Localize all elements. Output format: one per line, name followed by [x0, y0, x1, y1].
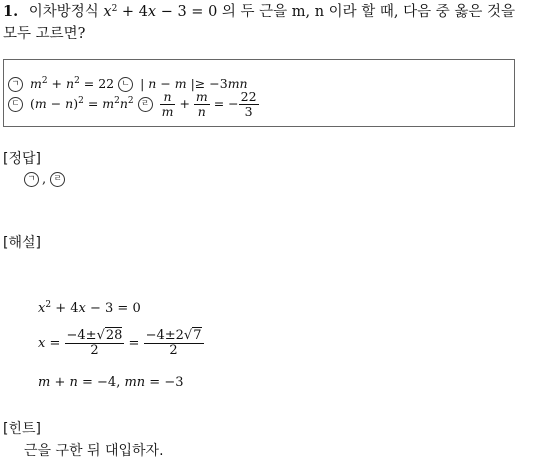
answer-mark-1: ㄱ [24, 172, 39, 187]
option-1-expr: $m^2 + n^2 = 22$ [29, 76, 115, 91]
option-4-mark: ㄹ [138, 97, 153, 112]
option-2-mark: ㄴ [118, 77, 133, 92]
option-4-expr: $\frac{n}{m}$ + $\frac{m}{n}$ = − $\frac{22}{3}$ [161, 89, 257, 119]
question-line-2: 모두 고르면? [3, 26, 86, 42]
option-2-expr: | n − m |≥ −3mn [140, 76, 248, 91]
answer-mark-2: ㄹ [50, 172, 65, 187]
answer-value: ㄱ , ㄹ [24, 172, 68, 187]
option-row-2 [8, 90, 259, 119]
question-prefix: 이차방정식 [28, 4, 99, 20]
question-suffix: 의 두 근을 m, n 이라 할 때, 다음 중 옳은 것을 [221, 4, 516, 20]
option-3-expr: $(m - n)^2 = m^2n^2$ [29, 96, 134, 111]
question-number: 1. [3, 3, 19, 20]
hint-text: 근을 구한 뒤 대입하자. [24, 443, 164, 459]
answer-label: [정답] [3, 151, 41, 167]
option-1-mark: ㄱ [8, 77, 23, 92]
option-4-den: 3 [244, 104, 253, 119]
option-4-num: 22 [240, 89, 257, 104]
solution-label: [해설] [3, 235, 41, 251]
question-line-1 [3, 3, 515, 21]
hint-label: [힌트] [3, 421, 41, 437]
option-3-mark: ㄷ [8, 97, 23, 112]
solution-step-2: x = $\frac{-4\pm√28}{2}$ = $\frac{-4\pm 2√7}{2}$ [38, 328, 202, 358]
solution-step-1: $x^2 + 4x - 3 = 0$ [38, 300, 141, 316]
question-equation: $x^2 + 4x - 3 = 0$ [103, 4, 218, 20]
solution-step-3: m + n = −4, mn = −3 [38, 375, 184, 390]
